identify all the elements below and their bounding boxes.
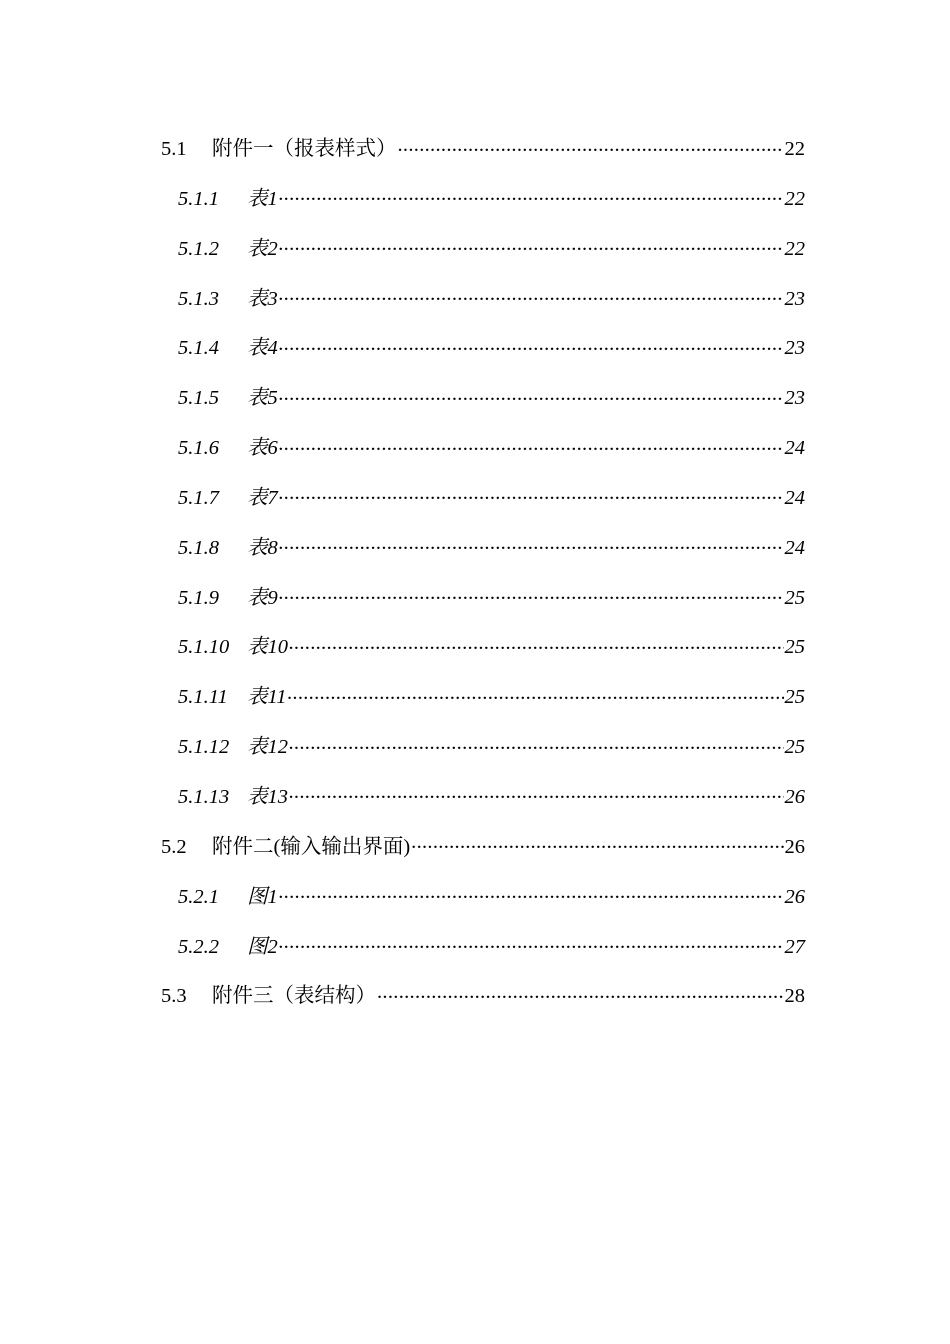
toc-entry-title: 图1 xyxy=(247,885,278,908)
toc-entry-number: 5.1.5 xyxy=(178,387,219,410)
toc-entry-page-number: 28 xyxy=(784,985,805,1008)
toc-entry-title: 表3 xyxy=(247,287,278,310)
toc-entry-5-1-5[interactable] xyxy=(161,374,805,424)
toc-dot-leader xyxy=(279,284,784,305)
toc-dot-leader xyxy=(289,633,784,654)
toc-entry-number: 5.2.2 xyxy=(178,935,219,958)
toc-entry-5-1-11[interactable] xyxy=(161,673,805,723)
toc-entry-number: 5.1.3 xyxy=(178,287,219,310)
toc-entry-number: 5.1.7 xyxy=(178,486,219,509)
toc-entry-title: 附件一（报表样式） xyxy=(212,138,397,160)
toc-dot-leader xyxy=(279,384,784,405)
toc-entry-page-number: 24 xyxy=(784,486,805,509)
toc-entry-title: 表5 xyxy=(247,387,278,410)
toc-entry-number: 5.1.9 xyxy=(178,586,219,609)
toc-entry-number: 5.1.11 xyxy=(178,686,228,709)
toc-entry-number: 5.1.2 xyxy=(178,237,219,260)
toc-entry-title: 附件二(输入输出界面) xyxy=(212,835,411,858)
toc-entry-number: 5.1.1 xyxy=(178,187,219,210)
toc-entry-number: 5.1.13 xyxy=(178,785,230,808)
toc-dot-leader xyxy=(279,234,784,255)
toc-entry-5-1-8[interactable] xyxy=(161,524,805,574)
toc-entry-page-number: 27 xyxy=(784,935,805,958)
toc-entry-page-number: 24 xyxy=(784,536,805,559)
toc-dot-leader xyxy=(279,184,784,205)
toc-entry-title: 表4 xyxy=(247,337,278,360)
toc-entry-title: 表10 xyxy=(247,636,288,659)
toc-entry-page-number: 26 xyxy=(784,785,805,808)
toc-entry-5-1-6[interactable] xyxy=(161,424,805,474)
toc-entry-title: 图2 xyxy=(247,935,278,958)
toc-entry-page-number: 25 xyxy=(784,586,805,609)
toc-entry-5-2[interactable] xyxy=(161,823,805,873)
toc-entry-page-number: 24 xyxy=(784,437,805,460)
toc-entry-5-2-1[interactable] xyxy=(161,873,805,923)
toc-dot-leader xyxy=(279,882,784,903)
toc-dot-leader xyxy=(279,583,784,604)
toc-entry-title: 表13 xyxy=(247,785,288,808)
toc-dot-leader xyxy=(279,483,784,504)
toc-entry-page-number: 25 xyxy=(784,686,805,709)
toc-entry-title: 表12 xyxy=(247,736,288,759)
toc-entry-title: 表2 xyxy=(247,237,278,260)
toc-entry-page-number: 25 xyxy=(784,636,805,659)
toc-dot-leader xyxy=(411,832,783,853)
toc-dot-leader xyxy=(289,733,784,754)
toc-entry-page-number: 23 xyxy=(784,337,805,360)
toc-entry-title: 表8 xyxy=(247,536,278,559)
toc-entry-5-1-12[interactable] xyxy=(161,723,805,773)
toc-entry-page-number: 23 xyxy=(784,287,805,310)
toc-dot-leader xyxy=(279,932,784,953)
toc-entry-title: 表6 xyxy=(247,437,278,460)
toc-dot-leader xyxy=(289,782,784,803)
toc-entry-page-number: 26 xyxy=(784,835,805,858)
toc-entry-5-1-3[interactable] xyxy=(161,275,805,325)
toc-entry-number: 5.1 xyxy=(161,138,187,160)
toc-entry-title: 表7 xyxy=(247,486,278,509)
toc-entry-page-number: 22 xyxy=(784,237,805,260)
toc-entry-5-1[interactable] xyxy=(161,125,805,175)
toc-entry-title: 表9 xyxy=(247,586,278,609)
toc-entry-5-1-13[interactable] xyxy=(161,773,805,823)
toc-entry-5-2-2[interactable] xyxy=(161,923,805,973)
toc-entry-number: 5.1.6 xyxy=(178,437,219,460)
toc-entry-5-1-4[interactable] xyxy=(161,324,805,374)
toc-entry-5-1-9[interactable] xyxy=(161,574,805,624)
toc-entry-page-number: 23 xyxy=(784,387,805,410)
toc-entry-page-number: 22 xyxy=(784,187,805,210)
toc-entry-page-number: 25 xyxy=(784,736,805,759)
toc-dot-leader xyxy=(279,533,784,554)
toc-dot-leader xyxy=(279,334,784,355)
toc-dot-leader xyxy=(398,135,784,156)
toc-entry-5-1-7[interactable] xyxy=(161,474,805,524)
toc-entry-title: 表11 xyxy=(247,686,287,709)
toc-entry-number: 5.3 xyxy=(161,985,187,1008)
toc-entry-title: 表1 xyxy=(247,187,278,210)
toc-entry-number: 5.2.1 xyxy=(178,885,219,908)
toc-entry-5-1-2[interactable] xyxy=(161,225,805,275)
toc-dot-leader xyxy=(279,434,784,455)
toc-entry-number: 5.1.4 xyxy=(178,337,219,360)
toc-entry-number: 5.1.8 xyxy=(178,536,219,559)
toc-entry-5-1-1[interactable] xyxy=(161,175,805,225)
toc-entry-5-3[interactable] xyxy=(161,972,805,1022)
toc-dot-leader xyxy=(377,982,784,1003)
toc-entry-page-number: 26 xyxy=(784,885,805,908)
toc-entry-5-1-10[interactable] xyxy=(161,623,805,673)
toc-entry-number: 5.2 xyxy=(161,835,187,858)
toc-entry-number: 5.1.10 xyxy=(178,636,230,659)
table-of-contents xyxy=(161,125,805,1022)
toc-entry-number: 5.1.12 xyxy=(178,736,230,759)
toc-dot-leader xyxy=(287,683,783,704)
toc-entry-page-number: 22 xyxy=(784,138,805,160)
toc-entry-title: 附件三（表结构） xyxy=(212,985,376,1008)
